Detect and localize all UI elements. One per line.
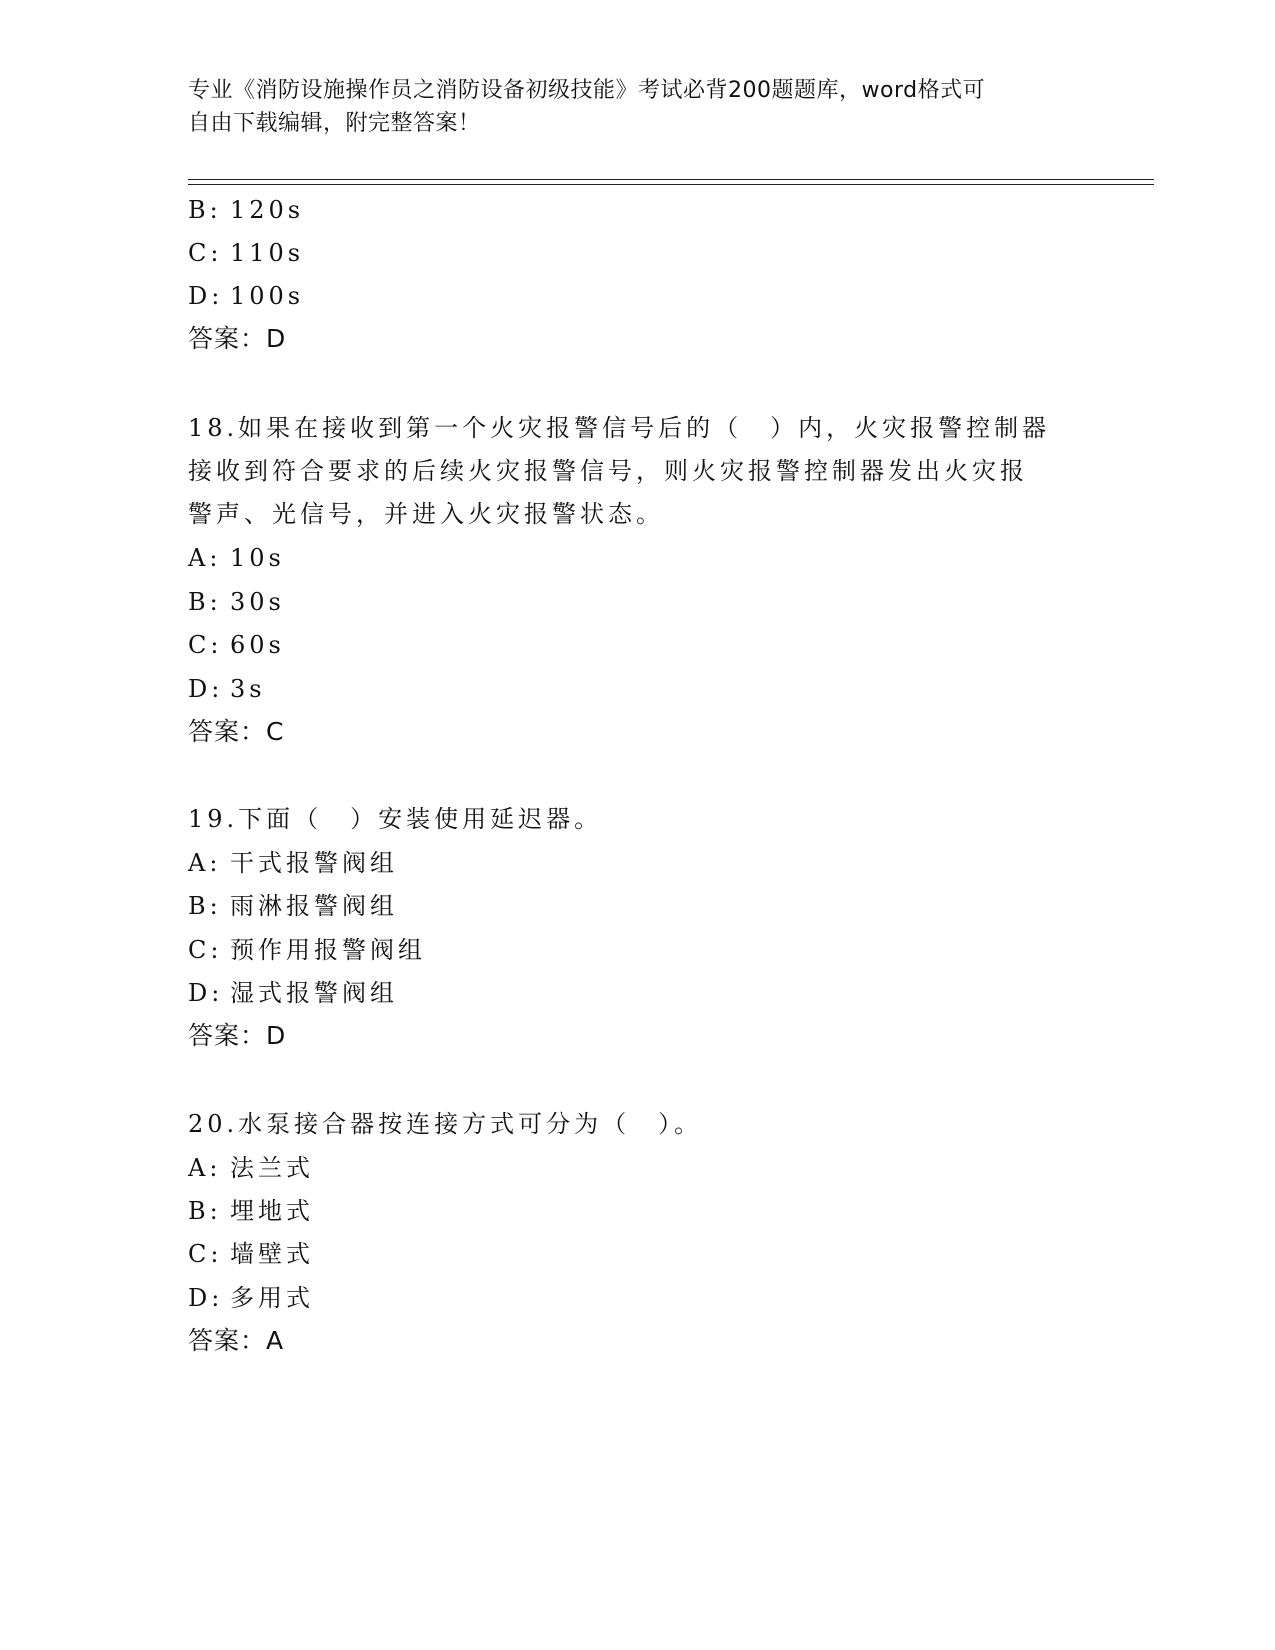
option-key: B:: [188, 1197, 222, 1225]
option-key: D:: [188, 675, 224, 703]
q17-option-c: [188, 235, 304, 271]
q17-answer: 答案：D: [188, 324, 287, 353]
q19-option-a: [188, 845, 398, 881]
q20-option-a: [188, 1150, 314, 1186]
q18-answer: 答案：C: [188, 717, 285, 746]
option-key: C:: [188, 239, 223, 267]
option-text: 120s: [230, 196, 305, 224]
q19-option-b: [188, 888, 398, 924]
header-divider-bottom: [188, 184, 1154, 185]
header-title-line-2: 自由下载编辑，附完整答案！: [188, 111, 481, 136]
q17-option-d: [188, 278, 304, 314]
option-key: C:: [188, 936, 223, 964]
option-text: 雨淋报警阀组: [230, 892, 398, 920]
option-key: D:: [188, 979, 224, 1007]
option-text: 湿式报警阀组: [230, 979, 398, 1007]
q20-answer: 答案：A: [188, 1326, 285, 1355]
q20-option-b: [188, 1193, 314, 1229]
option-key: B:: [188, 588, 222, 616]
option-key: D:: [188, 1284, 224, 1312]
option-text: 埋地式: [230, 1197, 314, 1225]
option-text: 多用式: [230, 1284, 314, 1312]
option-text: 墙壁式: [230, 1240, 314, 1268]
option-text: 10s: [230, 544, 285, 572]
page-header: [188, 74, 1088, 140]
option-key: A:: [188, 1154, 222, 1182]
option-key: B:: [188, 892, 222, 920]
q18-option-a: [188, 540, 285, 576]
option-text: 预作用报警阀组: [230, 936, 426, 964]
q20-option-c: [188, 1236, 314, 1272]
q18-option-d: [188, 671, 266, 707]
option-text: 法兰式: [230, 1154, 314, 1182]
q18-stem-line-2: 接收到符合要求的后续火灾报警信号，则火灾报警控制器发出火灾报: [188, 457, 1028, 485]
option-key: B:: [188, 196, 222, 224]
option-key: A:: [188, 849, 222, 877]
q19-option-c: [188, 932, 426, 968]
option-key: A:: [188, 544, 222, 572]
q18-stem-line-1: 18.如果在接收到第一个火灾报警信号后的（ ）内，火灾报警控制器: [188, 414, 1051, 442]
q20-option-d: [188, 1280, 314, 1316]
q18-option-c: [188, 627, 285, 663]
q17-option-b: [188, 192, 304, 228]
q18-stem-line-3: 警声、光信号，并进入火灾报警状态。: [188, 500, 664, 528]
header-title-line-1: 专业《消防设施操作员之消防设备初级技能》考试必背200题题库，word格式可: [188, 78, 986, 103]
option-key: C:: [188, 631, 223, 659]
option-text: 110s: [230, 239, 305, 267]
header-divider-top: [188, 179, 1154, 180]
option-text: 100s: [230, 282, 305, 310]
option-key: C:: [188, 1240, 223, 1268]
q19-option-d: [188, 975, 398, 1011]
option-key: D:: [188, 282, 224, 310]
q18-option-b: [188, 584, 285, 620]
option-text: 60s: [230, 631, 285, 659]
option-text: 干式报警阀组: [230, 849, 398, 877]
q19-answer: 答案：D: [188, 1021, 287, 1050]
q19-stem: 19.下面（ ）安装使用延迟器。: [188, 805, 603, 833]
q20-stem: 20.水泵接合器按连接方式可分为（ ）。: [188, 1110, 703, 1138]
option-text: 3s: [230, 675, 266, 703]
option-text: 30s: [230, 588, 285, 616]
